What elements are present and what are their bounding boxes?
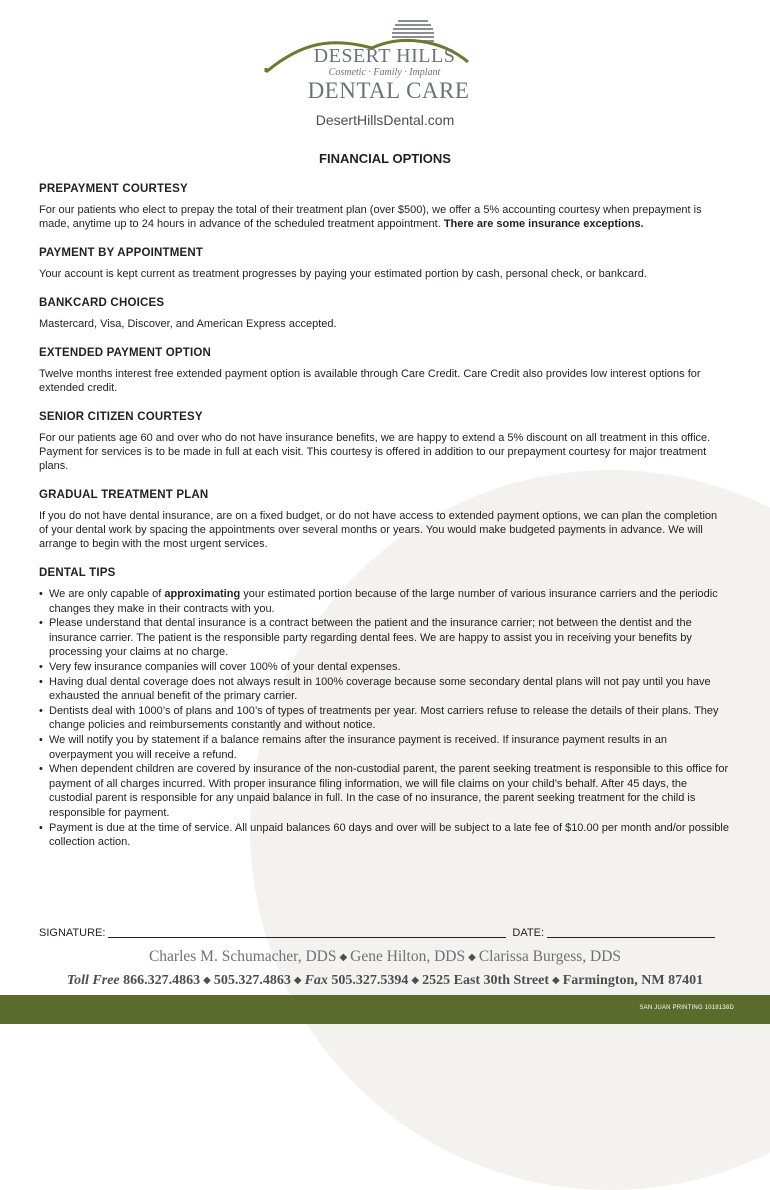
section-body: For our patients age 60 and over who do not have insurance benefits, we are happy to extend a 5% discount on all treatment in this office. Payment for services is to be made in full at each visit. This courtesy is offered in addition to our prepayment courtesy for major treatment plans. xyxy=(39,432,711,472)
section-senior-citizen xyxy=(39,410,729,473)
section-dental-tips xyxy=(39,566,729,850)
address: 2525 East 30th Street xyxy=(422,973,550,988)
tip-text-bold: approximating xyxy=(164,588,241,600)
section-payment-by-appointment xyxy=(39,246,729,281)
phone-number: 505.327.4863 xyxy=(213,973,291,988)
date-field[interactable] xyxy=(547,927,715,938)
section-heading: DENTAL TIPS xyxy=(39,567,116,579)
section-heading: EXTENDED PAYMENT OPTION xyxy=(39,347,212,359)
city-state-zip: Farmington, NM 87401 xyxy=(562,973,704,988)
fax-label: Fax xyxy=(304,973,328,988)
content xyxy=(39,182,729,850)
section-gradual-treatment xyxy=(39,488,729,551)
tip-text: your estimated portion because of the large number of various insurance carriers and the periodic changes they make in their contracts with you. xyxy=(49,588,718,615)
list-item xyxy=(39,587,729,616)
section-heading: SENIOR CITIZEN COURTESY xyxy=(39,411,203,423)
logo-tagline: Cosmetic · Family · Implant xyxy=(328,67,441,78)
doctor-name: Charles M. Schumacher, DDS xyxy=(148,948,337,965)
signature-label: SIGNATURE: xyxy=(39,927,106,939)
website-url: DesertHillsDental.com xyxy=(315,112,455,128)
section-bankcard xyxy=(39,296,729,331)
section-heading: PAYMENT BY APPOINTMENT xyxy=(39,247,204,259)
section-heading: PREPAYMENT COURTESY xyxy=(39,183,188,195)
tollfree-label: Toll Free xyxy=(66,973,120,988)
section-text: For our patients who elect to prepay the total of their treatment plan (over $500), we offer a 5% accounting courtesy when prepayment is made, anytime up to 24 hours in advance of the scheduled treatment appointment. xyxy=(39,204,702,230)
list-item: • Having dual dental coverage does not always result in 100% coverage because some secondary dental plans will not pay until you have exhausted the annual benefit of the primary carrier. xyxy=(39,675,729,704)
contact-line xyxy=(0,971,770,991)
fax-number: 505.327.5394 xyxy=(331,973,409,988)
section-body: If you do not have dental insurance, are on a fixed budget, or do not have access to extended payment options, we can plan the completion of your dental work by spacing the appointments over several months or years. You would make budgeted payments in advance. We will arrange to begin with the most urgent services. xyxy=(39,510,718,550)
diamond-separator-icon: ◆ xyxy=(411,975,420,986)
section-body: Twelve months interest free extended payment option is available through Care Credit. Care Credit also provides low interest options for extended credit. xyxy=(39,368,701,394)
section-body: Your account is kept current as treatment progresses by paying your estimated portion by cash, personal check, or bankcard. xyxy=(39,268,647,280)
diamond-separator-icon: ◆ xyxy=(203,975,211,986)
diamond-separator-icon: ◆ xyxy=(468,952,476,963)
diamond-separator-icon: ◆ xyxy=(339,952,348,963)
logo xyxy=(262,12,472,107)
doctor-name: Clarissa Burgess, DDS xyxy=(478,948,622,965)
footer-bar xyxy=(0,995,770,1024)
section-extended-payment xyxy=(39,346,729,395)
logo-text-desert-hills: DESERT HILLS xyxy=(313,45,456,67)
signature-field[interactable] xyxy=(108,927,506,938)
section-heading: GRADUAL TREATMENT PLAN xyxy=(39,489,209,501)
page-title: FINANCIAL OPTIONS xyxy=(319,151,451,166)
section-text-bold: There are some insurance exceptions. xyxy=(443,218,644,230)
list-item: • We will notify you by statement if a balance remains after the insurance payment is received. If insurance payment results in an overpayment you will receive a refund. xyxy=(39,733,729,762)
doctors-line xyxy=(0,947,770,968)
signature-row xyxy=(39,926,729,940)
section-prepayment xyxy=(39,182,729,231)
logo-text-dental-care: DENTAL CARE xyxy=(307,78,470,103)
diamond-separator-icon: ◆ xyxy=(552,975,560,986)
tip-text: We are only capable of xyxy=(49,588,165,600)
diamond-separator-icon: ◆ xyxy=(293,975,302,986)
list-item: • Dentists deal with 1000’s of plans and 100’s of types of treatments per year. Most carriers refuse to release the details of their plans. They change policies and reimbursements constantly and without notice. xyxy=(39,704,729,733)
date-label: DATE: xyxy=(512,927,544,939)
list-item: • Very few insurance companies will cover 100% of your dental expenses. xyxy=(39,660,729,675)
list-item: • Payment is due at the time of service. All unpaid balances 60 days and over will be subject to a late fee of $10.00 per month and/or possible collection action. xyxy=(39,821,729,850)
section-body: Mastercard, Visa, Discover, and American Express accepted. xyxy=(39,318,337,330)
doctor-name: Gene Hilton, DDS xyxy=(350,948,466,965)
section-body xyxy=(39,203,729,231)
list-item: • When dependent children are covered by insurance of the non-custodial parent, the parent seeking treatment is responsible to this office for payment of all charges incurred. With proper insurance filing information, we will file claims on your child’s behalf. After 45 days, the custodial parent is responsible for any unpaid balance in full. In the case of no insurance, the parent seeking treatment for the child is responsible for payment. xyxy=(39,762,729,820)
tollfree-number: 866.327.4863 xyxy=(123,973,201,988)
printer-credit: SAN JUAN PRINTING 1018138D xyxy=(639,1005,734,1011)
list-item: • Please understand that dental insurance is a contract between the patient and the insurance carrier; not between the dentist and the insurance carrier. The patient is the responsible party regarding dental fees. We are happy to assist you in receiving your benefits by processing your claims at no charge. xyxy=(39,616,729,660)
section-heading: BANKCARD CHOICES xyxy=(39,297,165,309)
tips-list xyxy=(39,587,729,850)
